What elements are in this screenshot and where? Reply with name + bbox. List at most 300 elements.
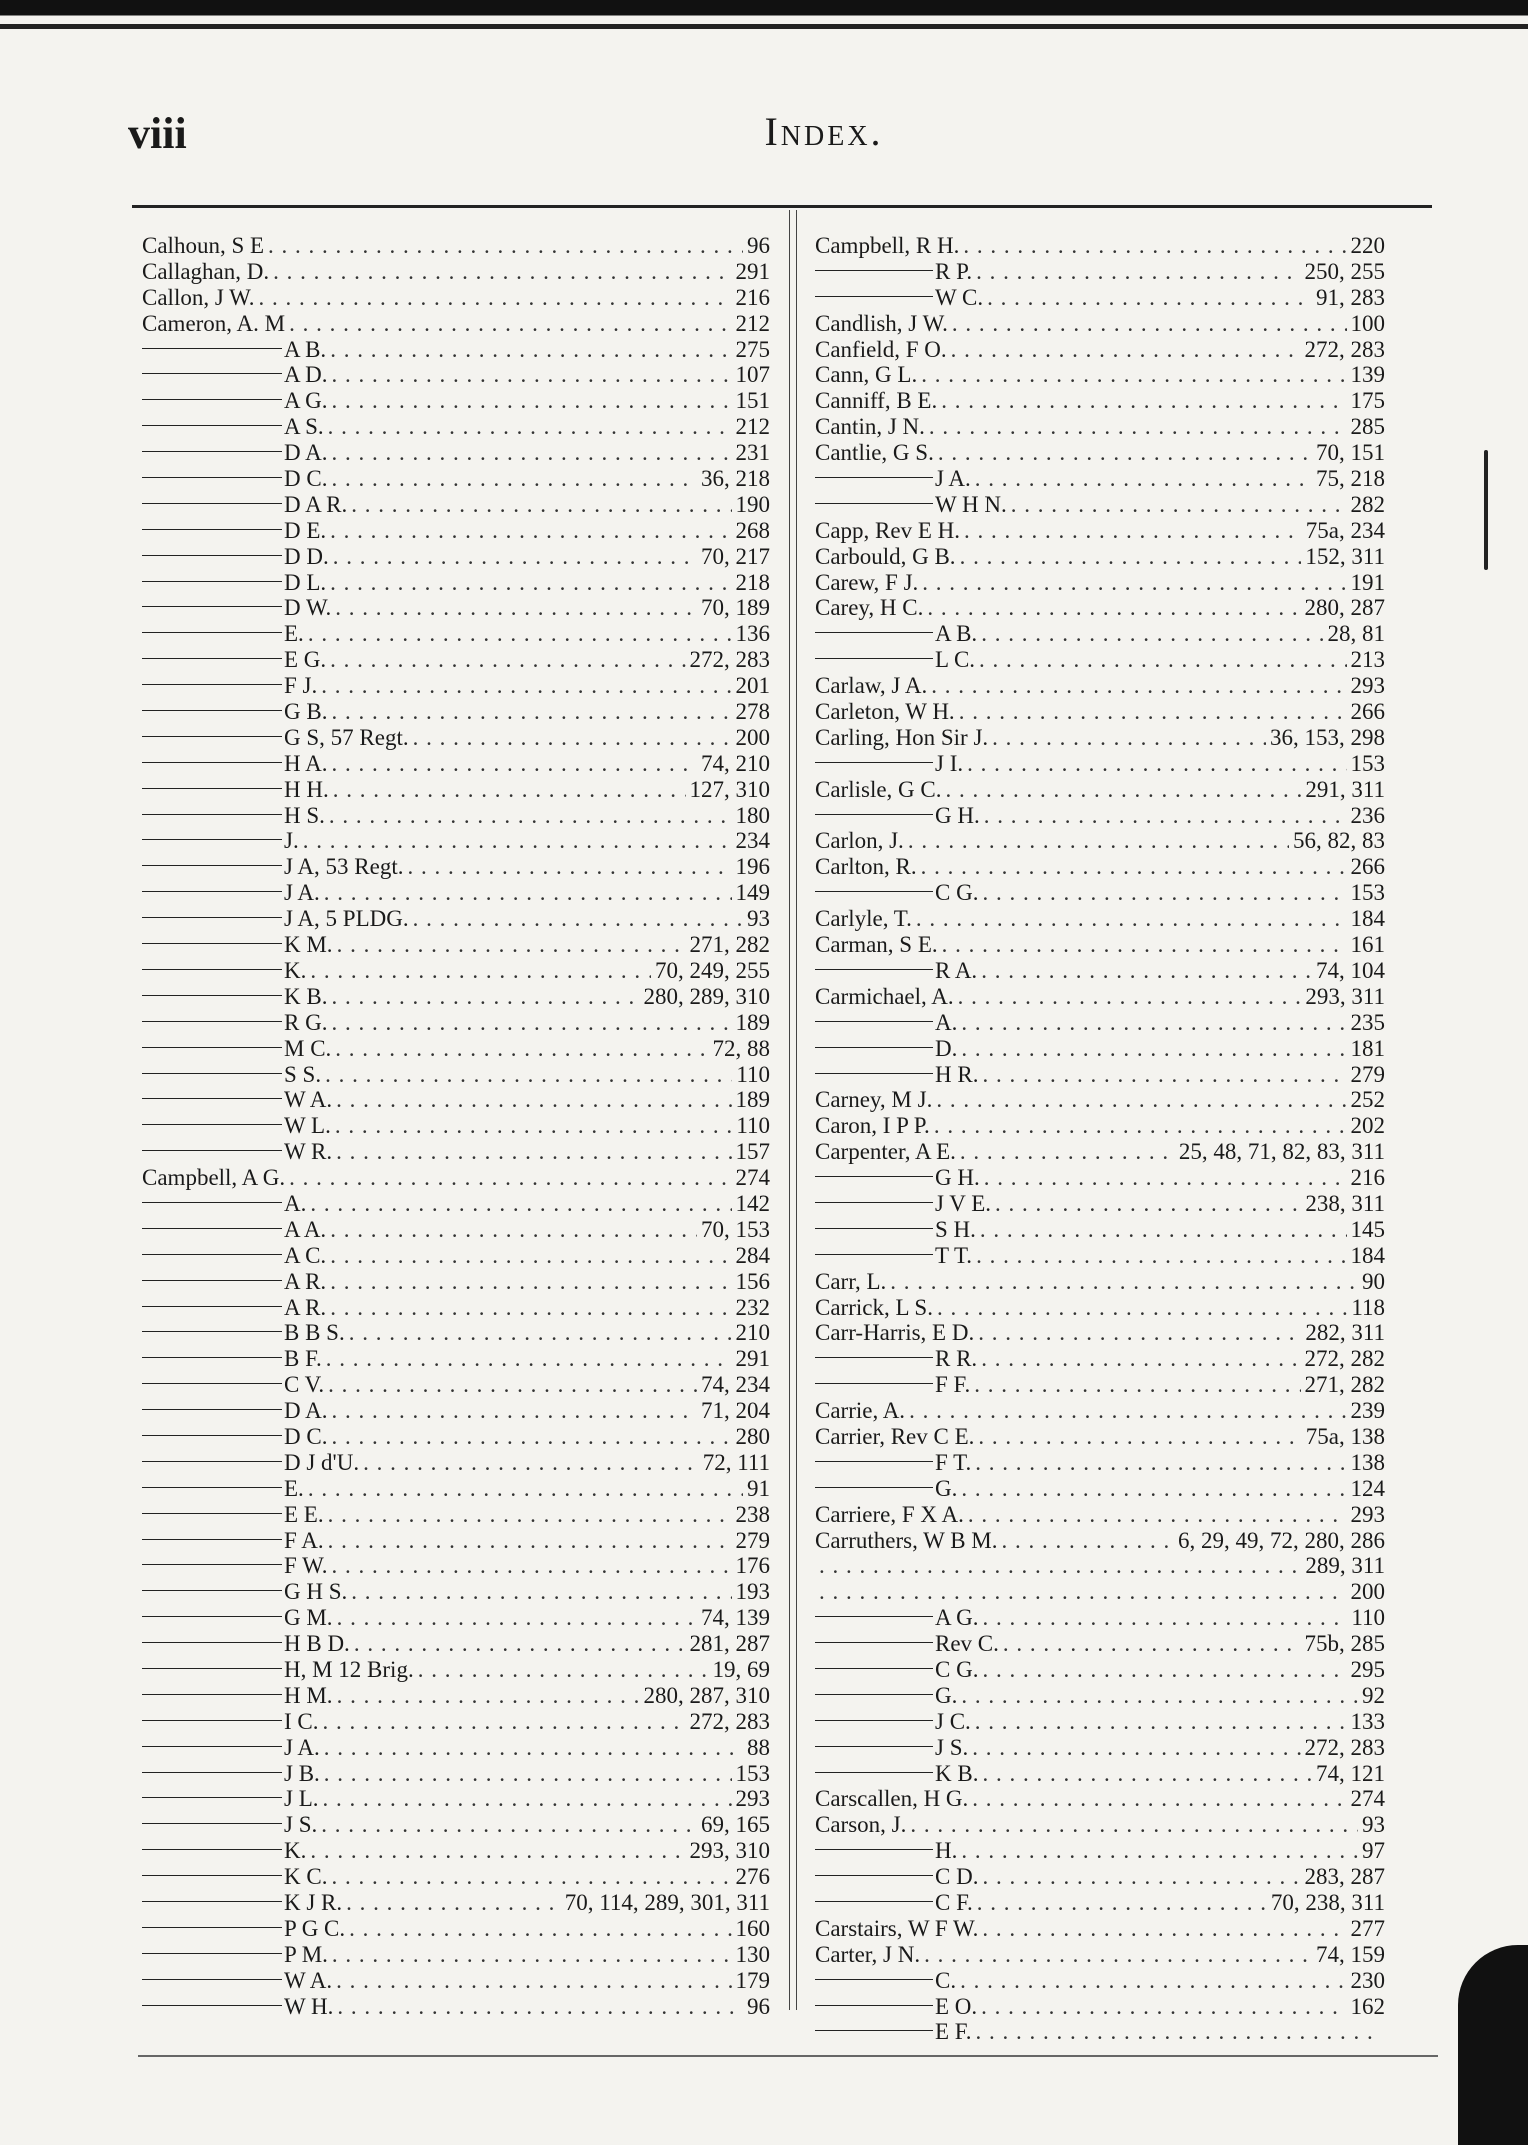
ditto-dash [142,684,282,685]
index-entry [815,1191,1385,1217]
dot-leader [927,595,1300,621]
ditto-dash [815,1021,933,1022]
index-entry [815,751,1385,777]
index-entry [142,1631,770,1657]
page-edge-mark [1484,450,1488,570]
index-entry [142,803,770,829]
entry-name: F T. [935,1449,972,1475]
ditto-dash [142,1590,282,1591]
ditto-dash [815,477,933,478]
index-entry [815,1890,1385,1916]
index-entry [815,1968,1385,1994]
index-entry [815,2019,1385,2045]
entry-name: Callaghan, D. [142,258,270,284]
entry-name: H H. [284,776,329,802]
entry-pages: 74, 104 [1316,957,1385,983]
entry-pages: 278 [735,699,770,725]
entry-pages: 127, 310 [689,776,770,802]
ditto-dash [142,658,282,659]
entry-name: R P. [935,258,973,284]
entry-name: W R. [284,1139,333,1165]
dot-leader [330,647,685,673]
entry-name: J I. [935,750,964,776]
entry-name: R A. [935,957,978,983]
dot-leader [975,1450,1346,1476]
entry-pages: 280, 289, 310 [643,983,770,1009]
entry-pages: 266 [1350,854,1385,880]
ditto-dash [815,2030,933,2031]
entry-pages: 110 [1351,1605,1385,1631]
ditto-dash [815,632,933,633]
dot-leader [960,1139,1175,1165]
index-entry [142,362,770,388]
entry-pages: 152, 311 [1305,543,1385,569]
index-entry [142,1709,770,1735]
index-entry [815,544,1385,570]
ditto-dash [815,1901,933,1902]
ditto-dash [142,1202,282,1203]
entry-name: J A, 5 PLDG. [284,906,409,932]
entry-name: J. [284,828,299,854]
entry-pages: 149 [735,880,770,906]
index-entry [815,1346,1385,1372]
index-entry [142,1657,770,1683]
index-entry [815,1036,1385,1062]
index-entry [142,285,770,311]
index-entry [815,1631,1385,1657]
ditto-dash [142,1720,282,1721]
dot-leader [980,1217,1347,1243]
dot-leader [960,544,1302,570]
entry-pages: 272, 283 [1304,1734,1385,1760]
index-column-left [142,233,770,2019]
entry-pages: 70, 153 [701,1216,770,1242]
ditto-dash [142,1746,282,1747]
index-entry [142,388,770,414]
dot-leader [324,880,732,906]
dot-leader [981,1994,1346,2020]
entry-pages: 230 [1350,1967,1385,1993]
ditto-dash [142,1797,282,1798]
index-entry [142,725,770,751]
entry-pages: 70, 249, 255 [655,957,770,983]
index-entry [815,1735,1385,1761]
dot-leader [331,466,697,492]
ditto-dash [142,1616,282,1617]
ditto-dash [142,555,282,556]
index-entry [815,1528,1385,1554]
index-entry [142,1165,770,1191]
dot-leader [968,1502,1347,1528]
ditto-dash [142,1124,282,1125]
entry-pages: 71, 204 [701,1398,770,1424]
entry-name: B F. [284,1346,322,1372]
entry-pages: 25, 48, 71, 82, 83, 311 [1178,1139,1385,1165]
entry-pages: 133 [1350,1708,1385,1734]
entry-pages: 266 [1350,699,1385,725]
entry-pages: 218 [735,569,770,595]
entry-pages: 75a, 234 [1305,517,1385,543]
entry-name: D W. [284,595,332,621]
dot-leader [413,906,743,932]
entry-name: Candlish, J W. [815,310,948,336]
entry-name: D A R. [284,491,348,517]
dot-leader [967,751,1346,777]
index-entry [815,1320,1385,1346]
dot-leader [976,2019,1382,2045]
entry-name: Carey, H C. [815,595,924,621]
entry-name: Cantin, J N. [815,414,925,440]
index-entry [815,570,1385,596]
entry-name: A B. [935,621,978,647]
entry-pages: 283, 287 [1304,1864,1385,1890]
index-entry [815,1010,1385,1036]
entry-pages: 110 [736,1113,770,1139]
dot-leader [981,1346,1300,1372]
index-entry [142,1087,770,1113]
ditto-dash [815,1461,933,1462]
entry-pages: 70, 238, 311 [1270,1890,1385,1915]
dot-leader [929,414,1347,440]
dot-leader [987,285,1312,311]
entry-pages: 238, 311 [1305,1190,1385,1216]
ditto-dash [142,606,282,607]
dot-leader [931,673,1346,699]
index-entry [142,673,770,699]
entry-name: H B D. [284,1631,350,1657]
entry-pages: 285 [1350,414,1385,440]
entry-pages: 216 [735,284,770,310]
dot-leader [330,337,731,363]
index-entry [142,518,770,544]
dot-leader [331,1398,697,1424]
entry-name: P M. [284,1941,328,1967]
dot-leader [964,518,1302,544]
dot-leader [418,1657,709,1683]
index-entry [142,1579,770,1605]
entry-pages: 210 [735,1320,770,1346]
entry-pages: 136 [735,621,770,647]
ditto-dash [142,477,282,478]
entry-pages: 280 [735,1423,770,1449]
dot-leader [331,984,639,1010]
entry-pages: 216 [1350,1165,1385,1191]
index-entry [815,595,1385,621]
index-entry [815,1994,1385,2020]
dot-leader [321,1812,697,1838]
dot-leader [351,1579,731,1605]
dot-leader [407,854,731,880]
index-entry [142,1139,770,1165]
entry-pages: 293 [1350,673,1385,699]
entry-pages: 291, 311 [1305,776,1385,802]
entry-name: F A. [284,1527,324,1553]
entry-name: Carrier, Rev C E. [815,1423,975,1449]
dot-leader [938,440,1312,466]
ditto-dash [815,1772,933,1773]
dot-leader [308,1476,743,1502]
dot-leader [976,259,1300,285]
index-entry [815,1424,1385,1450]
entry-name: Carbould, G B. [815,543,956,569]
index-entry [142,1890,770,1916]
dot-leader [349,1916,731,1942]
entry-pages: 212 [735,414,770,440]
ditto-dash [142,1357,282,1358]
dot-leader [330,1243,731,1269]
index-entry [815,647,1385,673]
entry-name: Carrick, L S. [815,1294,933,1320]
entry-pages: 272, 283 [689,1708,770,1734]
entry-name: A G. [284,388,328,414]
index-entry [815,466,1385,492]
index-entry [815,414,1385,440]
dot-leader [982,880,1346,906]
entry-name: W L. [284,1113,331,1139]
ditto-dash [142,969,282,970]
dot-leader [1011,492,1347,518]
dot-leader [328,414,732,440]
index-entry [142,259,770,285]
dot-leader [337,1683,640,1709]
entry-pages: 70, 217 [701,543,770,569]
ditto-dash [142,1875,282,1876]
ditto-dash [815,1668,933,1669]
dot-leader [992,725,1266,751]
index-entry [815,1165,1385,1191]
dot-leader [258,285,731,311]
entry-pages: 97 [1362,1838,1385,1864]
ditto-dash [142,917,282,918]
ditto-dash [142,762,282,763]
index-entry [142,1916,770,1942]
index-entry [815,1942,1385,1968]
ditto-dash [815,296,933,297]
dot-leader [961,1010,1346,1036]
entry-pages: 74, 121 [1316,1760,1385,1786]
index-entry [815,1502,1385,1528]
dot-leader [335,1113,733,1139]
entry-name: E E. [284,1501,324,1527]
entry-name: Campbell, A G. [142,1165,286,1191]
dot-leader [335,1036,708,1062]
dot-leader [937,1295,1347,1321]
entry-pages: 200 [735,724,770,750]
entry-name: Canniff, B E. [815,388,938,414]
ditto-dash [815,1694,933,1695]
ditto-dash [815,1254,933,1255]
entry-name: K J R. [284,1890,343,1915]
dot-leader [308,621,732,647]
dot-leader [982,1761,1312,1787]
index-entry [815,1217,1385,1243]
dot-leader [331,440,731,466]
index-entry [142,1994,770,2020]
dot-leader [330,570,731,596]
entry-name: C F. [935,1890,973,1915]
dot-leader [975,466,1312,492]
entry-pages: 193 [735,1579,770,1605]
entry-pages: 110 [736,1061,770,1087]
dot-leader [328,1528,732,1554]
ditto-dash [142,529,282,530]
entry-pages: 90 [1362,1268,1385,1294]
page-corner-shadow [1458,1945,1528,2145]
header-rule [132,205,1432,208]
dot-leader [349,1320,732,1346]
entry-name: D C. [284,466,328,492]
entry-name: H. [935,1838,958,1864]
index-entry [815,1243,1385,1269]
entry-name: J L. [284,1786,319,1812]
entry-pages: 189 [735,1087,770,1113]
entry-name: Carlisle, G C. [815,776,942,802]
ditto-dash [815,762,933,763]
page-top-rule [0,24,1528,29]
index-entry [142,777,770,803]
dot-leader [981,958,1312,984]
entry-pages: 156 [735,1268,770,1294]
index-entry [142,854,770,880]
entry-name: D A. [284,440,328,466]
entry-pages: 212 [735,310,770,336]
entry-name: C D. [935,1864,979,1890]
entry-pages: 70, 189 [701,595,770,621]
ditto-dash [142,1772,282,1773]
index-entry [142,1346,770,1372]
entry-name: K B. [935,1760,979,1786]
index-entry [815,725,1385,751]
dot-leader [946,777,1302,803]
entry-name: G H S. [284,1579,348,1605]
entry-pages: 232 [735,1294,770,1320]
index-entry [142,1942,770,1968]
entry-name: D J d'U. [284,1449,360,1475]
index-entry [142,1605,770,1631]
ditto-dash [142,1513,282,1514]
entry-pages: 130 [735,1941,770,1967]
dot-leader [303,828,732,854]
entry-pages: 181 [1350,1035,1385,1061]
entry-name: D A. [284,1398,328,1424]
entry-pages: 118 [1351,1294,1385,1320]
entry-pages: 157 [735,1139,770,1165]
footer-rule [138,2055,1438,2057]
index-entry [815,1295,1385,1321]
dot-leader [982,1657,1346,1683]
entry-name: Carrie, A. [815,1398,906,1424]
index-entry [142,1786,770,1812]
dot-leader [331,1553,731,1579]
ditto-dash [142,1150,282,1151]
index-entry [142,440,770,466]
entry-name: J C. [935,1708,971,1734]
entry-name: Cann, G L. [815,362,918,388]
entry-pages: 75b, 285 [1304,1631,1385,1657]
index-entry [815,828,1385,854]
entry-pages: 74, 159 [1316,1941,1385,1967]
entry-pages: 184 [1350,1242,1385,1268]
ditto-dash [142,1564,282,1565]
entry-name: G S, 57 Regt. [284,724,409,750]
entry-name: Carling, Hon Sir J. [815,724,989,750]
entry-pages: 293, 311 [1305,983,1385,1009]
entry-pages: 6, 29, 49, 72, 280, 286 [1178,1527,1385,1553]
dot-leader [328,1502,732,1528]
ditto-dash [142,1021,282,1022]
entry-pages: 19, 69 [712,1656,770,1682]
entry-name: Cameron, A. M [142,310,286,336]
entry-pages: 179 [735,1967,770,1993]
dot-leader [337,1605,697,1631]
index-entry [142,751,770,777]
dot-leader [328,1372,697,1398]
index-entry [815,958,1385,984]
dot-leader [921,854,1347,880]
index-entry [815,233,1385,259]
entry-name: Carney, M J. [815,1087,933,1113]
dot-leader [982,1916,1346,1942]
entry-pages: 274 [1350,1786,1385,1812]
entry-pages: 151 [735,388,770,414]
index-entry [142,1243,770,1269]
entry-name: Capp, Rev E H. [815,517,961,543]
ditto-dash [142,736,282,737]
ditto-dash [142,1953,282,1954]
ditto-dash [815,1979,933,1980]
ditto-dash [142,1073,282,1074]
entry-name: C G. [935,880,979,906]
dot-leader [336,1087,731,1113]
ditto-dash [142,1694,282,1695]
entry-pages: 91, 283 [1316,284,1385,310]
dot-leader [978,1424,1301,1450]
dot-leader [978,1320,1301,1346]
entry-pages: 293 [735,1786,770,1812]
index-entry [815,1786,1385,1812]
entry-name: A R. [284,1294,327,1320]
entry-pages: 271, 282 [1304,1372,1385,1398]
entry-pages: 293 [1350,1501,1385,1527]
entry-name: A S. [284,414,324,440]
entry-pages: 275 [735,336,770,362]
index-entry [142,1036,770,1062]
entry-pages: 138 [1350,1449,1385,1475]
ditto-dash [142,1254,282,1255]
ditto-dash [142,1642,282,1643]
index-entry [142,932,770,958]
index-entry [142,828,770,854]
entry-pages: 96 [747,1993,770,2019]
entry-pages: 239 [1350,1398,1385,1424]
column-divider [789,210,797,2010]
entry-pages: 92 [1362,1682,1385,1708]
dot-leader [331,1864,731,1890]
dot-leader [1002,1528,1175,1554]
index-entry [815,1683,1385,1709]
entry-pages: 234 [735,828,770,854]
entry-pages: 279 [735,1527,770,1553]
dot-leader [330,1217,697,1243]
index-entry [142,1528,770,1554]
ditto-dash [142,710,282,711]
ditto-dash [815,503,933,504]
entry-name: F J. [284,673,318,699]
entry-name: A C. [284,1242,327,1268]
entry-pages: 161 [1350,932,1385,958]
entry-name: P G C. [284,1915,346,1941]
dot-leader [982,1605,1347,1631]
